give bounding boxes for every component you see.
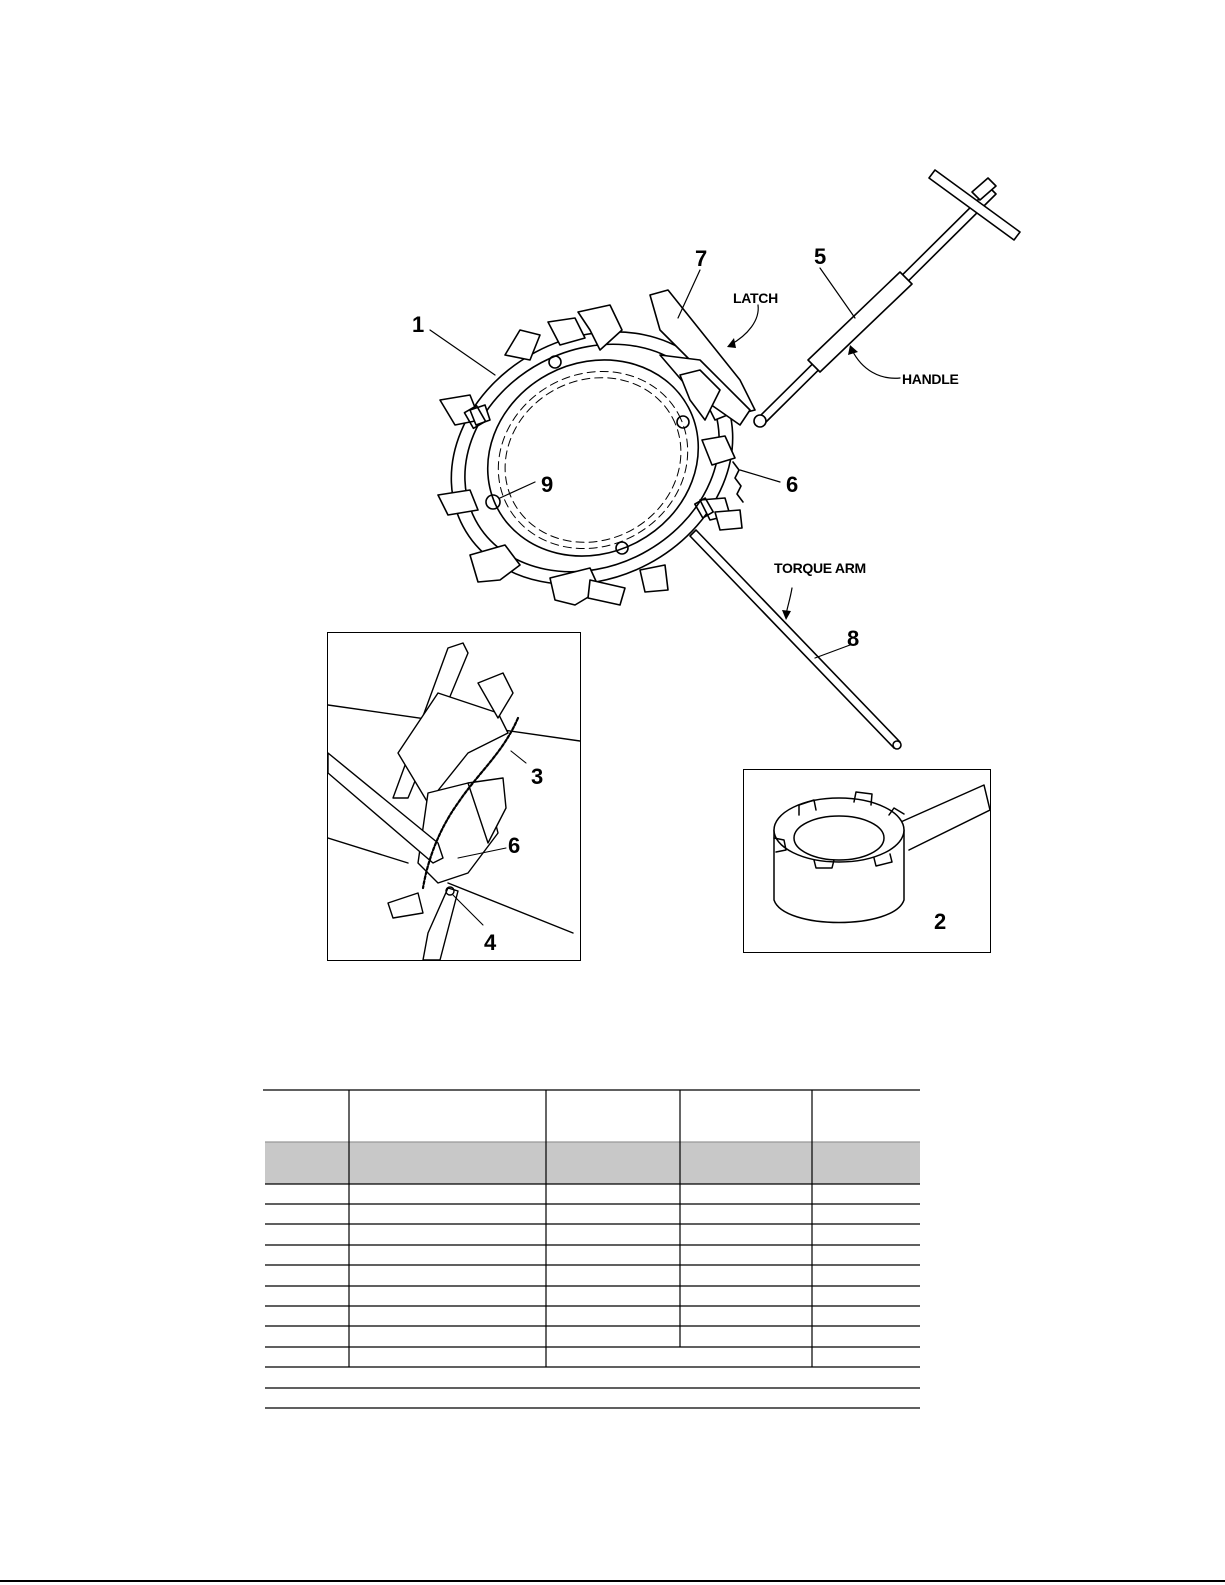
leader-4: [453, 895, 483, 925]
callout-9: 9: [541, 472, 554, 497]
handle-label: HANDLE: [902, 371, 959, 387]
jaw-foot: [388, 893, 423, 918]
callout-4: 4: [484, 930, 497, 955]
callout-1: 1: [412, 312, 425, 337]
callout-6-main: 6: [786, 472, 799, 497]
callout-3: 3: [531, 764, 544, 789]
callout-2: 2: [934, 909, 947, 934]
callout-7: 7: [695, 246, 708, 271]
table-rules: [263, 1090, 920, 1408]
table-header-band: [265, 1142, 920, 1184]
latch-detail-inset: [327, 632, 581, 961]
spanner-wrench: [774, 785, 990, 923]
latch-label: LATCH: [733, 290, 778, 306]
wrench-detail-inset: [743, 769, 991, 953]
handle: [754, 170, 1020, 427]
page-bottom-rule: [0, 1580, 1225, 1582]
pipe-edge-left: [328, 838, 408, 863]
callout-6-inset: 6: [508, 833, 521, 858]
torque-arm-label: TORQUE ARM: [774, 560, 866, 576]
clamp-jaw: [418, 778, 506, 883]
callout-8: 8: [847, 626, 860, 651]
handle-lower-section: [423, 888, 458, 960]
callout-5: 5: [814, 244, 827, 269]
leader-3: [511, 751, 526, 763]
